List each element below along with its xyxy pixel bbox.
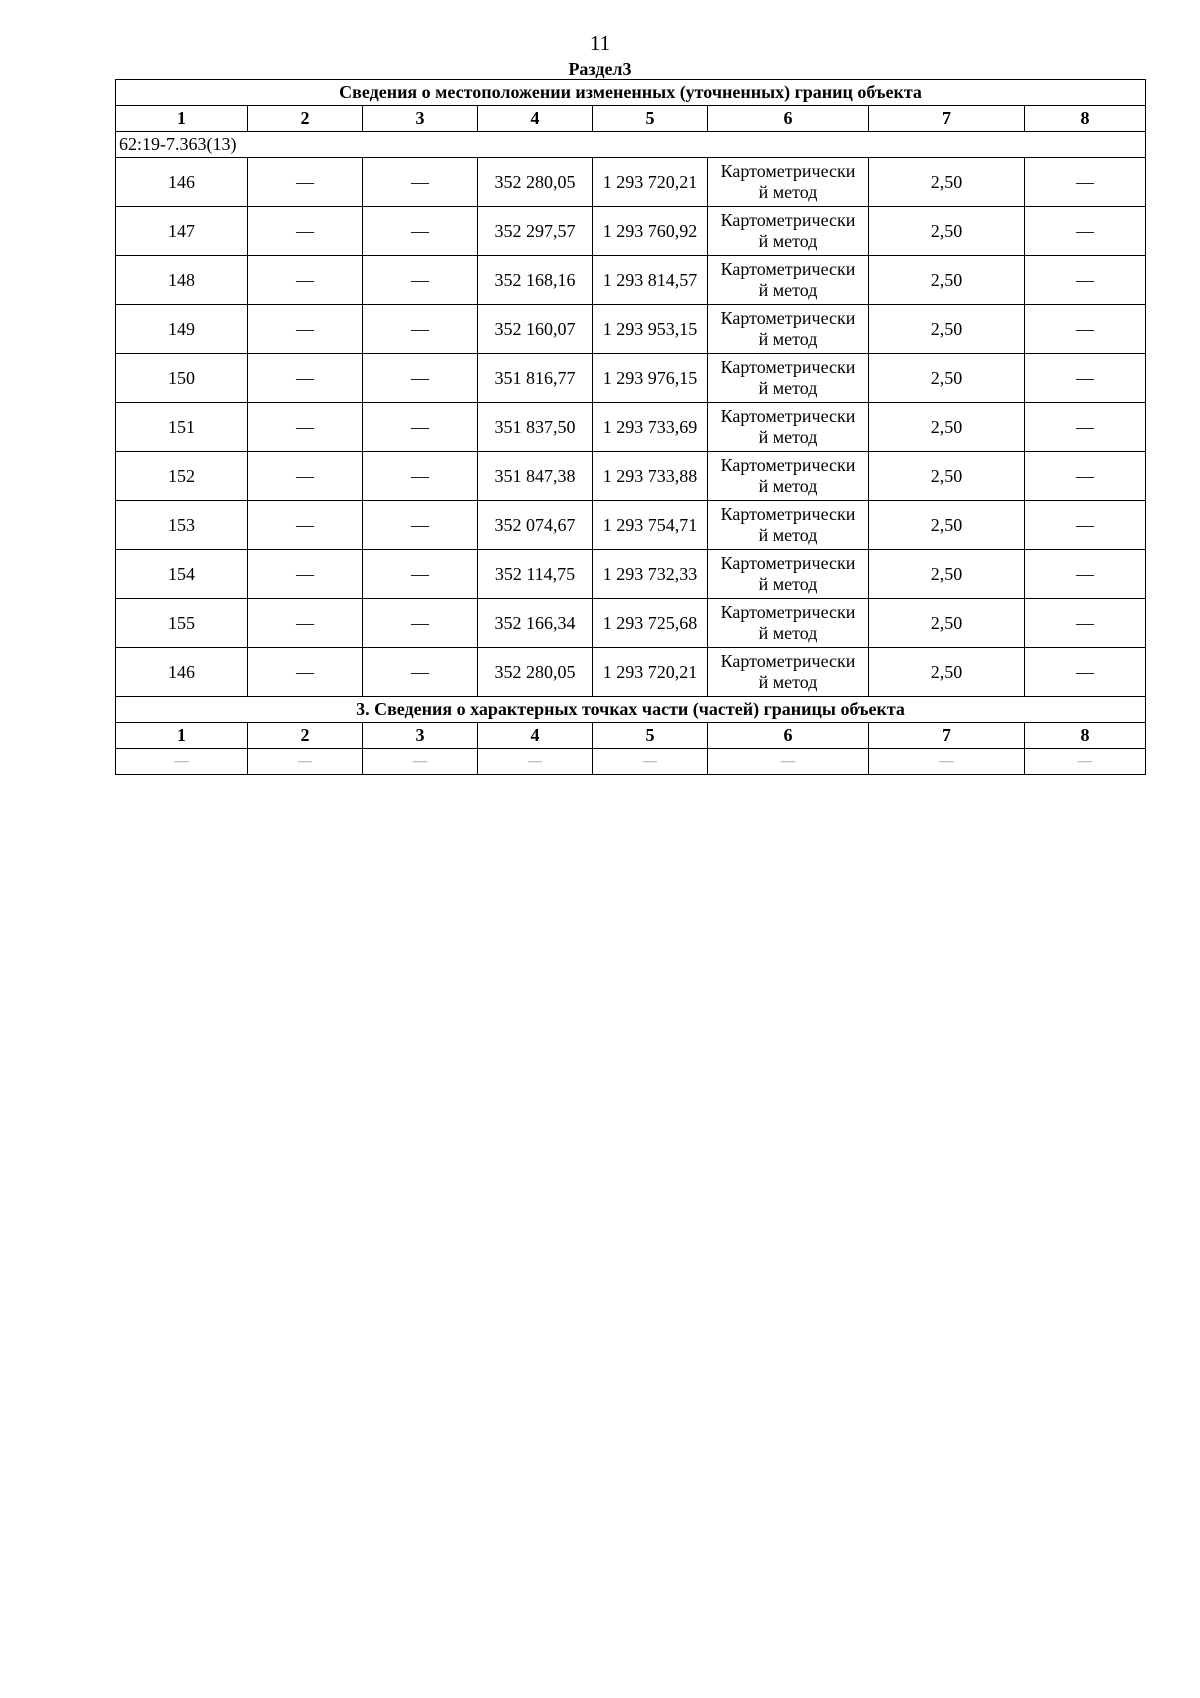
empty-cell: —: [478, 749, 593, 775]
col2-value: —: [248, 354, 363, 403]
y-coordinate: 1 293 733,69: [593, 403, 708, 452]
accuracy-value: 2,50: [869, 452, 1025, 501]
col2-value: —: [248, 305, 363, 354]
accuracy-value: 2,50: [869, 354, 1025, 403]
method-cell: [708, 403, 869, 452]
method-text-line-2: й метод: [758, 182, 818, 202]
method-text-line-2: й метод: [758, 672, 818, 692]
page-number: 11: [589, 31, 611, 55]
col2-value: —: [248, 158, 363, 207]
x-coordinate: 351 837,50: [478, 403, 593, 452]
y-coordinate: 1 293 754,71: [593, 501, 708, 550]
column-number: 6: [708, 106, 869, 132]
table-row: [116, 256, 1146, 305]
col2-value: —: [248, 599, 363, 648]
empty-cell: —: [593, 749, 708, 775]
x-coordinate: 352 280,05: [478, 648, 593, 697]
accuracy-value: 2,50: [869, 256, 1025, 305]
method-cell: [708, 648, 869, 697]
section-label: Раздел3: [568, 59, 632, 79]
col3-value: —: [363, 501, 478, 550]
col3-value: —: [363, 207, 478, 256]
empty-cell: —: [869, 749, 1025, 775]
method-cell: [708, 452, 869, 501]
accuracy-value: 2,50: [869, 550, 1025, 599]
y-coordinate: 1 293 976,15: [593, 354, 708, 403]
method-text-line-1: Картометрически: [720, 357, 856, 377]
parts-empty-row: [116, 749, 1146, 775]
col3-value: —: [363, 452, 478, 501]
method-text-line-2: й метод: [758, 231, 818, 251]
table-row: [116, 354, 1146, 403]
col2-value: —: [248, 403, 363, 452]
column-number: 4: [478, 723, 593, 749]
col2-value: —: [248, 550, 363, 599]
x-coordinate: 351 816,77: [478, 354, 593, 403]
column-number: 1: [116, 723, 248, 749]
col8-value: —: [1025, 648, 1146, 697]
accuracy-value: 2,50: [869, 158, 1025, 207]
col3-value: —: [363, 305, 478, 354]
method-text-line-1: Картометрически: [720, 651, 856, 671]
method-cell: [708, 501, 869, 550]
col3-value: —: [363, 403, 478, 452]
col8-value: —: [1025, 403, 1146, 452]
empty-cell: —: [248, 749, 363, 775]
method-text-line-1: Картометрически: [720, 504, 856, 524]
accuracy-value: 2,50: [869, 305, 1025, 354]
table-row: [116, 501, 1146, 550]
column-number: 1: [116, 106, 248, 132]
method-text-line-1: Картометрически: [720, 553, 856, 573]
col8-value: —: [1025, 501, 1146, 550]
column-number: 6: [708, 723, 869, 749]
cadastral-ref-row: [116, 132, 1146, 158]
point-number: 154: [116, 550, 248, 599]
method-text-line-2: й метод: [758, 329, 818, 349]
method-text-line-2: й метод: [758, 476, 818, 496]
col8-value: —: [1025, 158, 1146, 207]
accuracy-value: 2,50: [869, 599, 1025, 648]
point-number: 155: [116, 599, 248, 648]
col8-value: —: [1025, 305, 1146, 354]
x-coordinate: 352 280,05: [478, 158, 593, 207]
method-text-line-1: Картометрически: [720, 308, 856, 328]
empty-cell: —: [708, 749, 869, 775]
method-text-line-1: Картометрически: [720, 602, 856, 622]
method-text-line-1: Картометрически: [720, 161, 856, 181]
method-cell: [708, 158, 869, 207]
table-row: [116, 305, 1146, 354]
method-cell: [708, 207, 869, 256]
col8-value: —: [1025, 354, 1146, 403]
col8-value: —: [1025, 550, 1146, 599]
col2-value: —: [248, 452, 363, 501]
x-coordinate: 352 160,07: [478, 305, 593, 354]
column-number: 4: [478, 106, 593, 132]
empty-cell: —: [116, 749, 248, 775]
y-coordinate: 1 293 720,21: [593, 648, 708, 697]
col2-value: —: [248, 501, 363, 550]
boundary-coordinates-table: [115, 79, 1146, 775]
y-coordinate: 1 293 733,88: [593, 452, 708, 501]
x-coordinate: 352 297,57: [478, 207, 593, 256]
point-number: 149: [116, 305, 248, 354]
table-row: [116, 550, 1146, 599]
point-number: 151: [116, 403, 248, 452]
point-number: 153: [116, 501, 248, 550]
method-text-line-2: й метод: [758, 623, 818, 643]
col3-value: —: [363, 550, 478, 599]
method-text-line-2: й метод: [758, 280, 818, 300]
col3-value: —: [363, 256, 478, 305]
method-cell: [708, 550, 869, 599]
point-number: 150: [116, 354, 248, 403]
y-coordinate: 1 293 953,15: [593, 305, 708, 354]
y-coordinate: 1 293 732,33: [593, 550, 708, 599]
col2-value: —: [248, 256, 363, 305]
method-text-line-1: Картометрически: [720, 210, 856, 230]
method-text-line-2: й метод: [758, 574, 818, 594]
empty-cell: —: [363, 749, 478, 775]
point-number: 147: [116, 207, 248, 256]
x-coordinate: 352 074,67: [478, 501, 593, 550]
col2-value: —: [248, 648, 363, 697]
column-number: 5: [593, 723, 708, 749]
parts-table-caption: 3. Сведения о характерных точках части (частей) границы объекта: [116, 697, 1146, 723]
col2-value: —: [248, 207, 363, 256]
empty-cell: —: [1025, 749, 1146, 775]
y-coordinate: 1 293 725,68: [593, 599, 708, 648]
column-number: 8: [1025, 106, 1146, 132]
column-number: 5: [593, 106, 708, 132]
method-text-line-2: й метод: [758, 525, 818, 545]
x-coordinate: 352 168,16: [478, 256, 593, 305]
y-coordinate: 1 293 720,21: [593, 158, 708, 207]
column-number: 3: [363, 723, 478, 749]
column-number-row: [116, 106, 1146, 132]
method-text-line-1: Картометрически: [720, 406, 856, 426]
column-number: 7: [869, 106, 1025, 132]
col3-value: —: [363, 599, 478, 648]
col8-value: —: [1025, 207, 1146, 256]
point-number: 152: [116, 452, 248, 501]
cadastral-number: 62:19-7.363(13): [116, 132, 1146, 158]
parts-caption-row: [116, 697, 1146, 723]
col8-value: —: [1025, 256, 1146, 305]
method-text-line-1: Картометрически: [720, 259, 856, 279]
column-number: 7: [869, 723, 1025, 749]
method-cell: [708, 599, 869, 648]
column-number: 8: [1025, 723, 1146, 749]
method-cell: [708, 256, 869, 305]
method-cell: [708, 354, 869, 403]
y-coordinate: 1 293 814,57: [593, 256, 708, 305]
point-number: 148: [116, 256, 248, 305]
table-caption: Сведения о местоположении измененных (уточненных) границ объекта: [116, 80, 1146, 106]
column-number: 2: [248, 106, 363, 132]
x-coordinate: 351 847,38: [478, 452, 593, 501]
accuracy-value: 2,50: [869, 648, 1025, 697]
table-caption-row: [116, 80, 1146, 106]
table-row: [116, 207, 1146, 256]
table-row: [116, 452, 1146, 501]
method-text-line-2: й метод: [758, 378, 818, 398]
col3-value: —: [363, 354, 478, 403]
col3-value: —: [363, 158, 478, 207]
x-coordinate: 352 166,34: [478, 599, 593, 648]
x-coordinate: 352 114,75: [478, 550, 593, 599]
method-text-line-1: Картометрически: [720, 455, 856, 475]
table-row: [116, 158, 1146, 207]
y-coordinate: 1 293 760,92: [593, 207, 708, 256]
point-number: 146: [116, 158, 248, 207]
column-number: 2: [248, 723, 363, 749]
table-row: [116, 599, 1146, 648]
accuracy-value: 2,50: [869, 501, 1025, 550]
accuracy-value: 2,50: [869, 207, 1025, 256]
col3-value: —: [363, 648, 478, 697]
column-number: 3: [363, 106, 478, 132]
accuracy-value: 2,50: [869, 403, 1025, 452]
method-cell: [708, 305, 869, 354]
method-text-line-2: й метод: [758, 427, 818, 447]
col8-value: —: [1025, 452, 1146, 501]
table-row: [116, 648, 1146, 697]
point-number: 146: [116, 648, 248, 697]
parts-column-number-row: [116, 723, 1146, 749]
col8-value: —: [1025, 599, 1146, 648]
table-row: [116, 403, 1146, 452]
